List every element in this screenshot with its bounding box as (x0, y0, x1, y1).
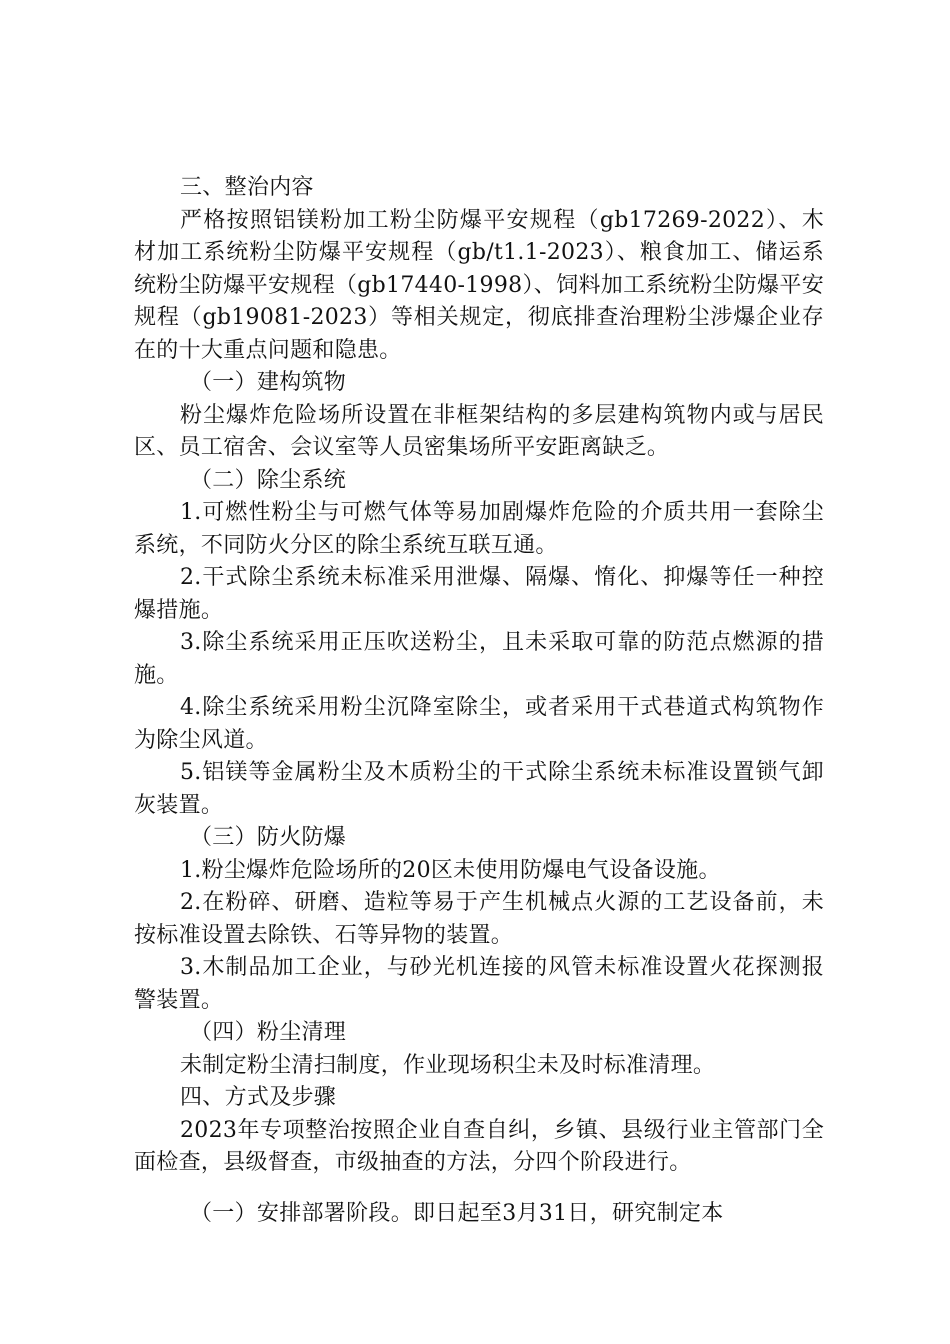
document-body (134, 172, 824, 1230)
subsection-4-paragraph: 未制定粉尘清扫制度，作业现场积尘未及时标准清理。 (180, 1052, 716, 1078)
paragraph-gap (134, 1180, 824, 1198)
subsection-3-item-2: 2.在粉碎、研磨、造粒等易于产生机械点火源的工艺设备前，未按标准设置去除铁、石等异物的装置。 (134, 890, 824, 948)
subsection-heading-3: （三）防火防爆 (190, 825, 347, 850)
subsection-2-item-3: 3.除尘系统采用正压吹送粉尘，且未采取可靠的防范点燃源的措施。 (134, 630, 824, 688)
subsection-heading-1: （一）建构筑物 (190, 370, 347, 395)
subsection-3-item-3: 3.木制品加工企业，与砂光机连接的风管未标准设置火花探测报警装置。 (134, 955, 824, 1013)
method-paragraph: 2023年专项整治按照企业自查自纠，乡镇、县级行业主管部门全面检查，县级督查，市级抽查的方法，分四个阶段进行。 (134, 1117, 824, 1175)
subsection-3-item-1: 1.粉尘爆炸危险场所的20区未使用防爆电气设备设施。 (180, 857, 721, 883)
subsection-2-item-2: 2.干式除尘系统未标准采用泄爆、隔爆、惰化、抑爆等任一种控爆措施。 (134, 565, 824, 623)
subsection-2-item-1: 1.可燃性粉尘与可燃气体等易加剧爆炸危险的介质共用一套除尘系统，不同防火分区的除尘系统互联互通。 (134, 500, 824, 558)
section-heading-4: 四、方式及步骤 (180, 1085, 337, 1110)
subsection-2-item-4: 4.除尘系统采用粉尘沉降室除尘，或者采用干式巷道式构筑物作为除尘风道。 (134, 695, 824, 753)
subsection-2-item-5: 5.铝镁等金属粉尘及木质粉尘的干式除尘系统未标准设置锁气卸灰装置。 (134, 760, 824, 818)
stage-1-paragraph: （一）安排部署阶段。即日起至3月31日，研究制定本 (190, 1200, 724, 1226)
intro-paragraph: 严格按照铝镁粉加工粉尘防爆平安规程（gb17269-2022）、木材加工系统粉尘防爆平安规程（gb/t1.1-2023）、粮食加工、储运系统粉尘防爆平安规程（gb17440-1998）、饲料加工系统粉尘防爆平安规程（gb19081-2023）等相关规定，彻底排查治理粉尘涉爆企业存在的十大重点问题和隐患。 (134, 207, 824, 363)
subsection-1-paragraph: 粉尘爆炸危险场所设置在非框架结构的多层建构筑物内或与居民区、员工宿舍、会议室等人员密集场所平安距离缺乏。 (134, 402, 824, 460)
subsection-heading-4: （四）粉尘清理 (190, 1020, 347, 1045)
subsection-heading-2: （二）除尘系统 (190, 467, 347, 493)
section-heading-3: 三、整治内容 (180, 175, 314, 200)
